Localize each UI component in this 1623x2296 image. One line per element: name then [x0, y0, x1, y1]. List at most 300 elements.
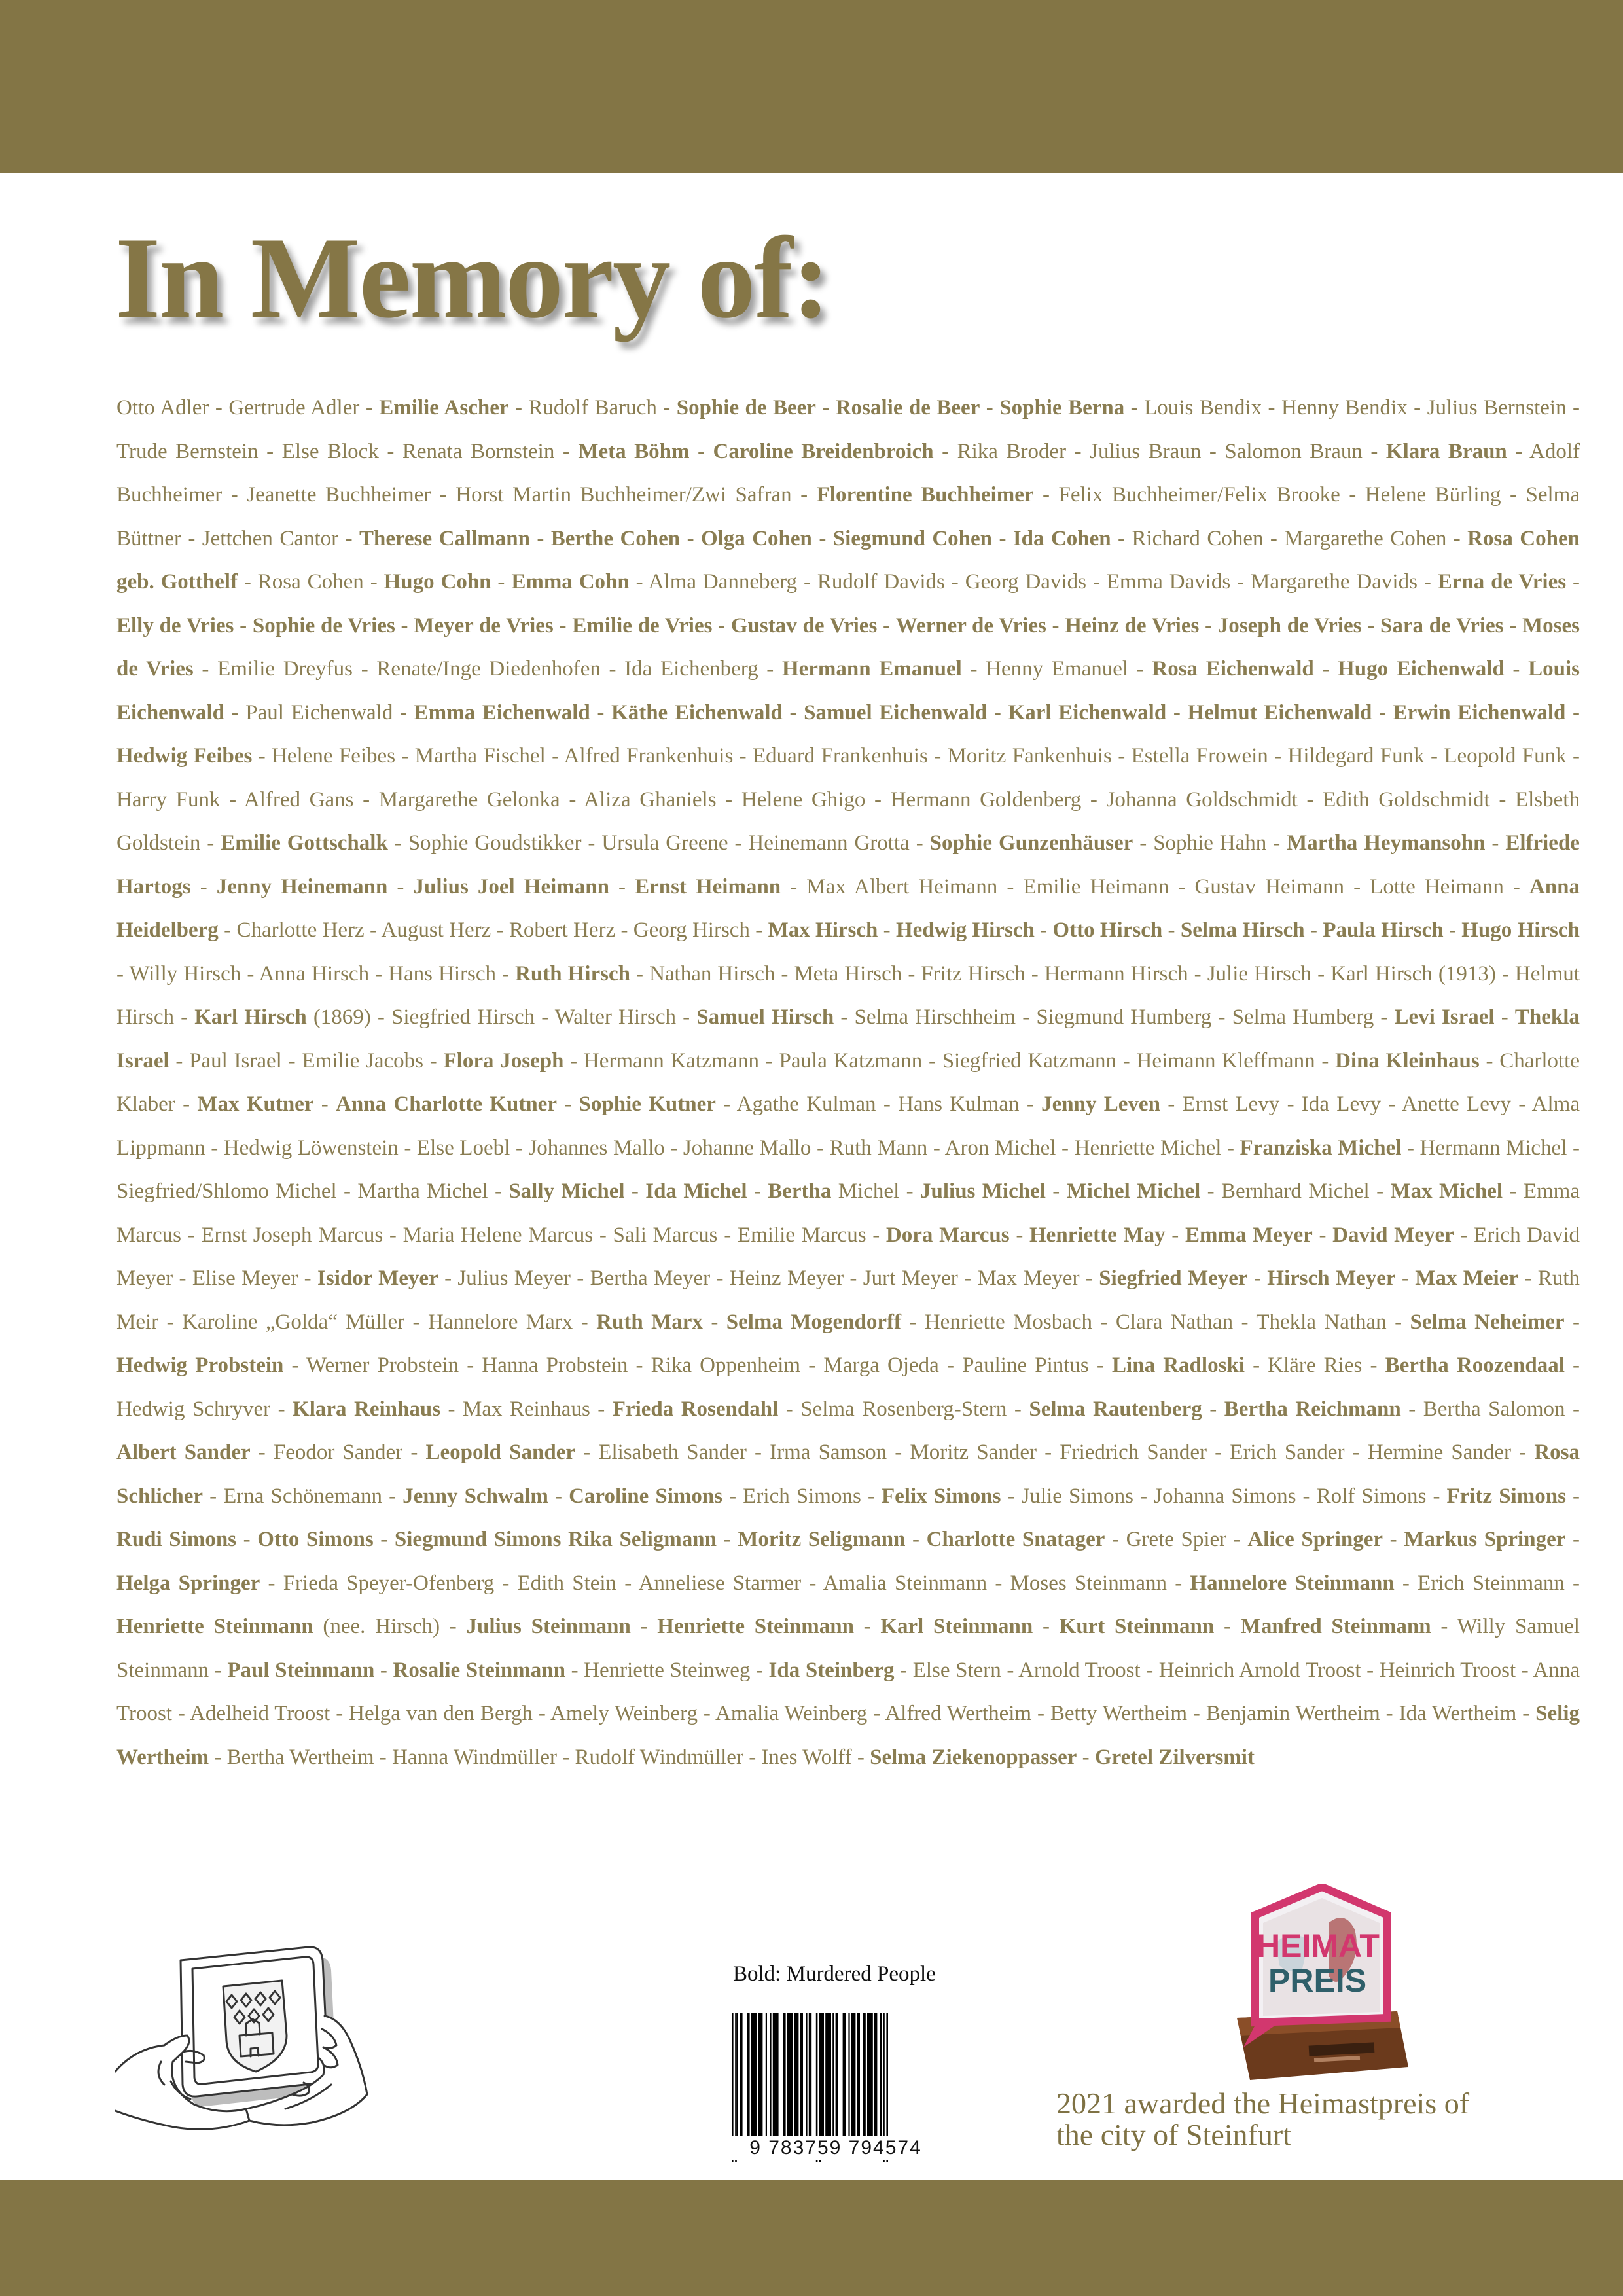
memorial-name: Ida Wertheim — [1399, 1702, 1517, 1725]
memorial-name: Julius Michel — [920, 1179, 1046, 1203]
memorial-name: Werner Probstein — [306, 1354, 459, 1377]
memorial-name: Thekla Israel — [116, 1005, 1580, 1073]
name-separator: - — [656, 396, 677, 420]
memorial-name: Emma Eichenwald — [414, 700, 590, 725]
name-separator: - — [529, 526, 551, 550]
memorial-name: Helene Feibes — [272, 744, 396, 768]
memorial-name: Hannelore Marx — [427, 1310, 573, 1334]
name-separator: - — [811, 1136, 830, 1160]
memorial-name: Helmut Hirsch — [116, 961, 1580, 1029]
memorial-name: Ruth Marx — [596, 1310, 703, 1334]
memorial-name: Heimann Kleffmann — [1136, 1049, 1315, 1073]
name-separator: - — [1372, 700, 1393, 725]
memorial-name: Robert Herz — [508, 918, 616, 942]
name-separator: - — [116, 961, 130, 986]
name-separator: - — [330, 1702, 349, 1725]
barcode-bar — [758, 2013, 763, 2140]
name-separator: - — [1088, 1354, 1113, 1377]
memorial-name: Amalia Weinberg — [715, 1702, 868, 1725]
name-separator: - — [209, 1658, 228, 1682]
memorial-name: Michel Michel — [1066, 1179, 1201, 1203]
memorial-name: Caroline Breidenbroich — [713, 439, 934, 463]
name-separator: - — [1424, 744, 1444, 768]
memorial-name: Siegmund Simons Rika Seligmann — [394, 1528, 717, 1551]
name-separator: - — [398, 1136, 417, 1160]
memorial-name: Edith Goldschmidt — [1323, 787, 1490, 812]
memorial-name: Henriette Steinmann — [116, 1615, 313, 1638]
name-separator: - — [1400, 1397, 1423, 1421]
memorial-name: Julius Meyer — [457, 1266, 571, 1290]
memorial-name: Selma Büttner — [116, 483, 1580, 550]
name-separator: - — [1133, 1484, 1154, 1508]
memorial-name: Bertha Roozendaal — [1385, 1354, 1565, 1377]
name-separator: - — [1564, 1310, 1580, 1334]
memorial-name: Felix Simons — [881, 1484, 1001, 1508]
name-separator: - — [853, 1615, 881, 1638]
memorial-name: Elsbeth Goldstein — [116, 787, 1580, 855]
memorial-name: Trude Bernstein — [116, 439, 259, 463]
memorial-name: Elly de Vries — [116, 613, 234, 637]
name-separator: - — [1516, 1658, 1533, 1682]
name-separator: - — [220, 787, 244, 812]
memorial-name: Emilie Heimann — [1023, 874, 1169, 899]
memorial-name: Max Hirsch — [768, 918, 878, 942]
memorial-name: Ines Wolff — [761, 1745, 852, 1769]
memorial-name: Max Meyer — [977, 1266, 1080, 1290]
memorial-name: Hermann Katzmann — [583, 1049, 760, 1073]
name-separator: - — [710, 1266, 730, 1290]
name-separator: - — [423, 1049, 444, 1073]
memorial-name: Marga Ojeda — [823, 1354, 939, 1377]
memorial-name: Julius Braun — [1090, 439, 1202, 463]
name-separator: - — [236, 1528, 258, 1551]
memorial-name: Louis Eichenwald — [116, 657, 1580, 725]
memorial-name: Bertha Reichmann — [1224, 1397, 1401, 1421]
name-separator: - — [749, 918, 768, 942]
name-separator: - — [1001, 1484, 1022, 1508]
memorial-name: Ruth Meir — [116, 1266, 1580, 1334]
memorial-name: Hermann Emanuel — [781, 657, 962, 681]
name-separator: - — [1454, 1223, 1474, 1247]
memorial-name: Maria Helene Marcus — [402, 1223, 594, 1247]
memorial-name: Martha Fischel — [414, 744, 546, 768]
memorial-name: Ida Michel — [645, 1179, 747, 1203]
name-separator: - — [1162, 918, 1181, 942]
memorial-name: Hugo Eichenwald — [1338, 657, 1505, 681]
name-separator: - — [887, 1441, 910, 1464]
award-caption-line1: 2021 awarded the Heimastpreis of — [1056, 2087, 1470, 2120]
memorial-name: Helene Ghigo — [741, 787, 866, 812]
memorial-name: Georg Davids — [965, 570, 1086, 594]
memorial-name: Henriette Steinweg — [584, 1658, 751, 1682]
memorial-name: Edith Stein — [517, 1571, 617, 1595]
memorial-name: Clara Nathan — [1115, 1310, 1234, 1334]
memorial-name: Emilie Jacobs — [302, 1049, 424, 1073]
memorial-name: Max Reinhaus — [463, 1397, 590, 1421]
name-separator: - — [313, 1092, 336, 1116]
name-separator: - — [1200, 1179, 1222, 1203]
name-separator: - — [1166, 700, 1188, 725]
name-separator: - — [815, 396, 836, 420]
barcode-bar — [874, 2013, 877, 2140]
memorial-name: Ernst Joseph Marcus — [201, 1223, 383, 1247]
memorial-name: Jenny Schwalm — [402, 1484, 548, 1508]
name-separator: - — [1494, 1005, 1515, 1029]
memorial-name: Elise Meyer — [192, 1266, 298, 1290]
name-separator: - — [1167, 1571, 1190, 1595]
name-separator: - — [1361, 613, 1380, 637]
name-separator: - — [1199, 613, 1218, 637]
memorial-name: Hedwig Löwenstein — [223, 1136, 399, 1160]
memorial-name: Aron Michel — [944, 1136, 1056, 1160]
name-separator: - — [573, 1310, 597, 1334]
name-separator: - — [1221, 1136, 1240, 1160]
name-separator: - — [901, 1310, 925, 1334]
memorial-name: Willy Samuel Steinmann — [116, 1615, 1580, 1682]
memorial-name: Meta Böhm — [578, 439, 690, 463]
name-separator: - — [1394, 1571, 1418, 1595]
memorial-name-suffix: Michel — [831, 1179, 900, 1203]
memorial-name: Hanna Windmüller — [392, 1745, 557, 1769]
memorial-name: Hugo Hirsch — [1461, 918, 1580, 942]
memorial-name: Heinz Meyer — [729, 1266, 844, 1290]
memorial-name: Rolf Simons — [1316, 1484, 1427, 1508]
memorial-name: Jettchen Cantor — [202, 526, 339, 550]
memorial-name: Helga van den Bergh — [349, 1702, 533, 1725]
name-separator: - — [609, 874, 635, 899]
name-separator: - — [664, 1136, 683, 1160]
name-separator: - — [933, 439, 957, 463]
name-separator: - — [1386, 1310, 1410, 1334]
name-separator: - — [1489, 787, 1515, 812]
memorial-name: Siegfried Meyer — [1099, 1266, 1248, 1290]
name-separator: - — [1188, 961, 1207, 986]
memorial-name: Hans Kulman — [898, 1092, 1020, 1116]
name-separator: - — [172, 1702, 190, 1725]
name-separator: - — [938, 1354, 963, 1377]
memorial-name: Jurt Meyer — [863, 1266, 958, 1290]
memorial-name: Eduard Frankenhuis — [753, 744, 928, 768]
memorial-name: Sali Marcus — [613, 1223, 718, 1247]
barcode-bar — [794, 2013, 799, 2140]
memorial-name: Anna Charlotte Kutner — [336, 1092, 557, 1116]
name-separator: - — [746, 1441, 770, 1464]
name-separator: - — [1226, 1528, 1248, 1551]
memorial-name-suffix: (1869) — [306, 1005, 371, 1029]
memorial-name: Julius Steinmann — [466, 1615, 631, 1638]
name-separator: - — [1503, 1179, 1524, 1203]
name-separator: - — [1380, 1702, 1399, 1725]
name-separator: - — [496, 961, 516, 986]
memorial-name: Hugo Cohn — [383, 570, 491, 594]
name-separator: - — [861, 1484, 882, 1508]
badge-line2: PREIS — [1268, 1962, 1367, 1999]
memorial-name: Julius Bernstein — [1427, 396, 1567, 420]
memorial-name: Moritz Sander — [910, 1441, 1037, 1464]
name-separator: - — [548, 1484, 569, 1508]
name-separator: - — [1395, 1266, 1416, 1290]
name-separator: - — [200, 831, 221, 855]
memorial-name: Ida Levy — [1301, 1092, 1382, 1116]
award-caption — [1056, 2088, 1580, 2151]
name-separator: - — [801, 1571, 823, 1595]
barcode-bar — [843, 2013, 846, 2140]
memorial-name: Erna de Vries — [1437, 570, 1567, 594]
memorial-name: Alfred Gans — [243, 787, 354, 812]
memorial-name: Anna Heidelberg — [116, 874, 1580, 942]
name-separator: - — [1201, 439, 1225, 463]
memorial-name: Selma Rosenberg-Stern — [800, 1397, 1007, 1421]
memorial-name: Jeanette Buchheimer — [247, 483, 431, 507]
name-separator: - — [1304, 918, 1323, 942]
memorial-name: Selma Humberg — [1232, 1005, 1374, 1029]
memorial-name: Kurt Steinmann — [1059, 1615, 1215, 1638]
name-separator: - — [387, 831, 408, 855]
name-separator: - — [338, 526, 359, 550]
name-separator: - — [1031, 1702, 1050, 1725]
name-separator: - — [1160, 1092, 1183, 1116]
memorial-name: Rika Oppenheim — [651, 1354, 801, 1377]
memorial-name: Max Michel — [1390, 1179, 1503, 1203]
name-separator: - — [1140, 1658, 1159, 1682]
name-separator: - — [927, 744, 948, 768]
memorial-name: Max Meier — [1415, 1266, 1519, 1290]
memorial-name: Amalia Steinmann — [823, 1571, 988, 1595]
memorial-name: Leopold Sander — [425, 1441, 575, 1464]
memorial-name: Johannes Mallo — [528, 1136, 665, 1160]
memorial-name: Fritz Hirsch — [921, 961, 1026, 986]
memorial-name: Margarethe Davids — [1251, 570, 1418, 594]
name-separator: - — [676, 1005, 697, 1029]
name-separator: - — [1025, 961, 1044, 986]
barcode-bar — [867, 2013, 873, 2140]
name-separator: - — [624, 1179, 646, 1203]
memorial-name: Hermann Goldenberg — [890, 787, 1082, 812]
name-separator: - — [209, 1745, 227, 1769]
memorial-name: Hirsch Meyer — [1267, 1266, 1396, 1290]
name-separator: - — [957, 1266, 978, 1290]
name-separator: - — [812, 526, 833, 550]
memorial-name: Emma Davids — [1106, 570, 1231, 594]
name-separator: - — [281, 1049, 302, 1073]
memorial-name: Feodor Sander — [273, 1441, 403, 1464]
memorial-name: Ernst Levy — [1182, 1092, 1280, 1116]
name-separator: - — [844, 1266, 863, 1290]
name-separator: - — [997, 874, 1024, 899]
memorial-name: Aliza Ghaniels — [584, 787, 717, 812]
memorial-name: Sophie Kutner — [579, 1092, 716, 1116]
memorial-name: Thekla Nathan — [1256, 1310, 1387, 1334]
name-separator: - — [593, 1223, 613, 1247]
name-separator: - — [717, 1223, 738, 1247]
name-separator: - — [1374, 1005, 1395, 1029]
name-separator: - — [393, 700, 414, 725]
name-separator: - — [894, 1658, 913, 1682]
name-separator: - — [1297, 787, 1323, 812]
memorial-name: Caroline Simons — [569, 1484, 723, 1508]
barcode-bar — [832, 2013, 834, 2140]
name-separator: - — [759, 1049, 779, 1073]
memorial-name: Rudolf Baruch — [528, 396, 657, 420]
name-separator: - — [241, 961, 259, 986]
memorial-name: Lotte Heimann — [1370, 874, 1504, 899]
memorial-name: Otto Simons — [257, 1528, 374, 1551]
memorial-name: Irma Samson — [770, 1441, 887, 1464]
name-separator: - — [1565, 700, 1580, 725]
memorial-name: Leopold Funk — [1444, 744, 1567, 768]
memorial-name: Sophie Gunzenhäuser — [929, 831, 1133, 855]
name-separator: - — [728, 831, 749, 855]
memorial-name: Grete Spier — [1126, 1528, 1227, 1551]
memorial-name: Rosalie Steinmann — [393, 1658, 565, 1682]
memorial-name: Max Albert Heimann — [806, 874, 998, 899]
name-separator: - — [252, 744, 272, 768]
name-separator: - — [237, 570, 258, 594]
name-separator: - — [712, 613, 731, 637]
memorial-name: Meyer de Vries — [414, 613, 554, 637]
memorial-name: Johanne Mallo — [683, 1136, 812, 1160]
memorial-name: Gertrude Adler — [228, 396, 360, 420]
memorial-name: Rosa Eichenwald — [1152, 657, 1314, 681]
memorial-name: Erich David Meyer — [116, 1223, 1580, 1290]
name-separator: - — [387, 874, 414, 899]
name-separator: - — [431, 483, 456, 507]
memorial-name: Paula Hirsch — [1323, 918, 1444, 942]
memorial-name: Henny Bendix — [1281, 396, 1408, 420]
name-separator: - — [158, 1310, 183, 1334]
name-separator: - — [1566, 570, 1580, 594]
name-separator: - — [554, 439, 579, 463]
memorial-name: Anna Troost — [116, 1658, 1580, 1725]
name-separator: - — [1344, 874, 1370, 899]
name-separator: - — [778, 1397, 801, 1421]
name-separator: - — [1077, 1745, 1095, 1769]
memorial-name: Bertha Meyer — [590, 1266, 711, 1290]
name-separator: - — [1564, 1571, 1580, 1595]
memorial-name: Rika Broder — [957, 439, 1067, 463]
name-separator: - — [374, 1745, 393, 1769]
memorial-name: Alice Springer — [1247, 1528, 1383, 1551]
name-separator: - — [781, 874, 807, 899]
name-separator: - — [508, 396, 529, 420]
name-separator: - — [1401, 1136, 1420, 1160]
name-separator: - — [1566, 744, 1580, 768]
name-separator: - — [758, 657, 782, 681]
name-separator: - — [364, 918, 382, 942]
memorial-name: Karl Eichenwald — [1008, 700, 1167, 725]
name-separator: - — [1369, 1179, 1391, 1203]
memorial-name: Therese Callmann — [359, 526, 530, 550]
name-separator: - — [715, 1092, 737, 1116]
memorial-name: Rosa Schlicher — [116, 1441, 1580, 1508]
memorial-name: Salomon Braun — [1224, 439, 1363, 463]
memorial-name: Karoline „Golda“ Müller — [182, 1310, 405, 1334]
barcode-bar — [740, 2013, 742, 2140]
name-separator: - — [1313, 657, 1338, 681]
memorial-name: Samuel Hirsch — [696, 1005, 834, 1029]
memorial-name: Ruth Hirsch — [515, 961, 630, 986]
memorial-name: Walter Hirsch — [554, 1005, 677, 1029]
memorial-name: Otto Adler — [116, 396, 209, 420]
memorial-name: Bertha Salomon — [1423, 1397, 1565, 1421]
name-separator: - — [1233, 1310, 1257, 1334]
memorial-name: Willy Hirsch — [129, 961, 241, 986]
memorial-name: Florentine Buchheimer — [816, 483, 1034, 507]
name-separator: - — [181, 1223, 202, 1247]
name-separator: - — [1036, 1441, 1060, 1464]
memorial-name: Kläre Ries — [1268, 1354, 1363, 1377]
name-separator: - — [560, 787, 584, 812]
barcode-bar — [787, 2013, 793, 2140]
memorial-name: Werner de Vries — [895, 613, 1046, 637]
name-separator: - — [283, 1354, 307, 1377]
barcode-bar — [783, 2013, 785, 2140]
memorial-name: Hermann Hirsch — [1044, 961, 1188, 986]
memorial-name: Else Block — [281, 439, 379, 463]
memorial-name: Rudolf Davids — [817, 570, 945, 594]
memorial-name: Amely Weinberg — [550, 1702, 698, 1725]
name-separator: - — [491, 918, 509, 942]
memorial-name: Rosalie de Beer — [835, 396, 980, 420]
name-separator: - — [488, 1179, 509, 1203]
name-separator: - — [722, 1484, 743, 1508]
name-separator: - — [1079, 1266, 1099, 1290]
name-separator: - — [224, 700, 246, 725]
barcode-bar — [825, 2013, 831, 2140]
name-separator: - — [359, 396, 380, 420]
name-separator: - — [590, 700, 612, 725]
memorial-name: Jenny Heinemann — [216, 874, 388, 899]
memorial-name: Elfriede Hartogs — [116, 831, 1580, 899]
memorial-name-suffix: (nee. Hirsch) — [313, 1615, 440, 1638]
memorial-name: Selma Rautenberg — [1029, 1397, 1202, 1421]
memorial-name: Samuel Eichenwald — [804, 700, 988, 725]
name-separator: - — [202, 1484, 224, 1508]
name-separator: - — [628, 1354, 651, 1377]
memorial-name: Moritz Fankenhuis — [947, 744, 1112, 768]
memorial-name: Gustav de Vries — [730, 613, 878, 637]
memorial-name: Sophie de Beer — [676, 396, 816, 420]
name-separator: - — [1202, 1397, 1224, 1421]
memorial-name: Otto Hirsch — [1052, 918, 1163, 942]
memorial-name: Henriette May — [1029, 1223, 1166, 1247]
memorial-name: Alfred Frankenhuis — [563, 744, 734, 768]
hands-holding-coaster-illustration — [115, 1937, 377, 2140]
name-separator: - — [1066, 439, 1090, 463]
memorial-name: Anna Hirsch — [259, 961, 370, 986]
memorial-name: Sophie Hahn — [1153, 831, 1267, 855]
barcode-bar — [806, 2013, 807, 2140]
name-separator: - — [743, 1745, 762, 1769]
name-separator: - — [1567, 1136, 1580, 1160]
name-separator: - — [438, 1266, 458, 1290]
barcode-bar — [848, 2013, 849, 2140]
name-separator: - — [1268, 744, 1288, 768]
name-separator: - — [992, 526, 1013, 550]
award-caption-line2: the city of Steinfurt — [1056, 2118, 1291, 2151]
name-separator: - — [876, 1092, 899, 1116]
name-separator: - — [1001, 1658, 1019, 1682]
memorial-name: Hannelore Steinmann — [1190, 1571, 1395, 1595]
name-separator: - — [909, 831, 930, 855]
memorial-name: Nathan Hirsch — [649, 961, 776, 986]
memorial-name: Selma Hirschheim — [854, 1005, 1016, 1029]
name-separator: - — [1247, 1266, 1268, 1290]
memorial-name: Richard Cohen — [1132, 526, 1264, 550]
name-separator: - — [402, 1441, 426, 1464]
memorial-name: Isidor Meyer — [317, 1266, 438, 1290]
memorial-name: Erwin Eichenwald — [1393, 700, 1566, 725]
